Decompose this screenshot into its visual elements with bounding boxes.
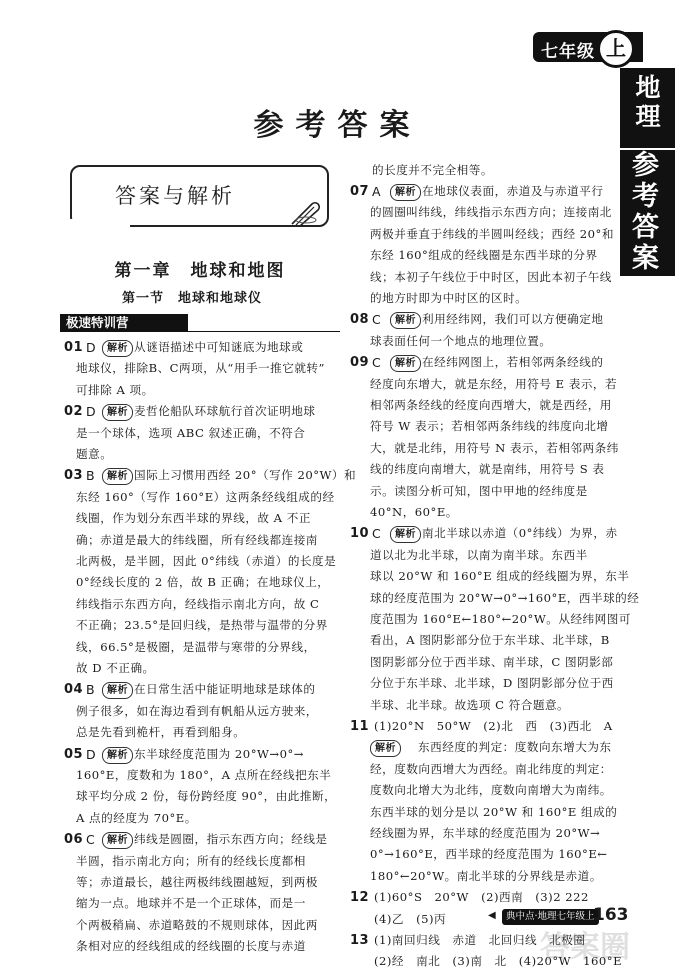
footer-badge: 典中点·地理七年级上 bbox=[502, 909, 599, 925]
answer-line: (4)乙 (5)丙 bbox=[374, 911, 447, 926]
drill-rule bbox=[60, 331, 340, 332]
answer-line: 40°N，60°E。 bbox=[370, 504, 458, 519]
answer-line: 确；赤道是最大的纬线圈，所有经线都连接南 bbox=[76, 532, 318, 547]
analysis-tag: 解析 bbox=[390, 355, 421, 372]
answer-line: 在日常生活中能证明地球是球体的 bbox=[134, 682, 316, 697]
answer-line: 可排除 A 项。 bbox=[76, 382, 154, 397]
answer-letter: B bbox=[86, 682, 96, 698]
answer-item bbox=[350, 181, 614, 309]
answer-line: 度数向北增大为北纬，度数向南增大为南纬。 bbox=[370, 783, 612, 798]
answer-line: 麦哲伦船队环球航行首次证明地球 bbox=[134, 404, 316, 419]
analysis-tag: 解析 bbox=[102, 682, 133, 699]
answer-line: 线；本初子午线位于中时区，因此本初子午线 bbox=[370, 269, 612, 284]
analysis-tag: 解析 bbox=[370, 740, 401, 757]
page-number: 163 bbox=[593, 905, 629, 925]
answer-line: A 点的经度为 70°E。 bbox=[76, 810, 197, 825]
answer-item bbox=[64, 679, 318, 743]
answer-item bbox=[350, 309, 603, 352]
answer-line: 等；赤道最长，越往两极纬线圈越短，到两极 bbox=[76, 874, 318, 889]
answer-letter: A bbox=[372, 184, 382, 199]
answer-line: 东半球经度范围为 20°W→0°→ bbox=[134, 746, 305, 761]
drill-label: 极速特训营 bbox=[60, 314, 188, 332]
answer-line: 球表面任何一个地点的地理位置。 bbox=[370, 333, 552, 348]
question-number: 09 bbox=[350, 355, 370, 371]
continued-line: 的长度并不完全相等。 bbox=[372, 163, 493, 177]
answer-line: 缩为一点。地球并不是一个正球体，而是一 bbox=[76, 896, 306, 911]
analysis-tag: 解析 bbox=[102, 747, 133, 764]
answer-letter: D bbox=[86, 404, 97, 420]
answer-line: 经线圈为界，东半球的经度范围为 20°W→ bbox=[370, 825, 601, 840]
answer-line: 例子很多，如在海边看到有帆船从远方驶来， bbox=[76, 703, 318, 718]
answer-line: 南北半球以赤道（0°纬线）为界，赤 bbox=[422, 526, 618, 541]
answer-line: 160°E，度数和为 180°，A 点所在经线把东半 bbox=[76, 767, 332, 782]
question-number: 05 bbox=[64, 746, 84, 762]
answer-line: 半球、北半球。故选项 C 符合题意。 bbox=[370, 697, 570, 712]
answer-line: 纬线是圆圈，指示东西方向；经线是 bbox=[134, 832, 328, 847]
answer-line: 0°经线长度的 2 倍，故 B 正确；在地球仪上， bbox=[76, 575, 330, 590]
answer-line: 经度向东增大，就是东经，用符号 E 表示，若 bbox=[370, 376, 618, 391]
answer-line: 图阴影部分位于西半球、南半球，C 图阴影部 bbox=[370, 654, 614, 669]
analysis-tag: 解析 bbox=[390, 526, 421, 543]
answer-item bbox=[350, 352, 619, 523]
answer-line: 在经纬网图上，若相邻两条经线的 bbox=[422, 355, 604, 370]
answer-item bbox=[64, 829, 328, 957]
answer-line: 度范围为 160°E←180°←20°W。从经纬网图可 bbox=[370, 611, 631, 626]
subject-label: 地理 bbox=[632, 74, 661, 132]
answer-item bbox=[350, 737, 617, 887]
question-number: 01 bbox=[64, 340, 84, 355]
answer-line: 是一个球体，选项 ABC 叙述正确，不符合 bbox=[76, 425, 306, 440]
analysis-tag: 解析 bbox=[102, 832, 133, 849]
paperclip-icon bbox=[288, 198, 322, 228]
answer-line: 大，就是北纬，用符号 N 表示，若相邻两条纬 bbox=[370, 440, 619, 455]
answer-line: 线圈，作为划分东西半球的界线，故 A 不正 bbox=[76, 511, 311, 526]
answer-item bbox=[64, 744, 336, 830]
answer-line: 地球仪，排除B、C两项，从“用手一推它就转” bbox=[76, 361, 325, 376]
question-number: 13 bbox=[350, 933, 370, 948]
answer-letter: C bbox=[372, 312, 382, 328]
question-number: 04 bbox=[64, 682, 84, 698]
answer-line: 0°→160°E，西半球的经度范围为 160°E← bbox=[370, 847, 608, 862]
answer-line: 国际上习惯用西经 20°（写作 20°W）和 bbox=[134, 468, 357, 483]
question-number: 11 bbox=[350, 719, 370, 734]
answer-item bbox=[350, 716, 613, 737]
answer-item bbox=[350, 523, 639, 716]
grade-tab bbox=[533, 32, 643, 62]
answer-line: 东西半球的划分是以 20°W 和 160°E 组成的 bbox=[370, 804, 618, 819]
answer-line: 分位于东半球、北半球，D 图阴影部分位于西 bbox=[370, 676, 614, 691]
answer-line: 个两极稍扁、赤道略鼓的不规则球体，因此两 bbox=[76, 917, 318, 932]
answer-line: 看出，A 图阴影部分位于东半球、北半球，B bbox=[370, 633, 610, 648]
answer-item bbox=[64, 465, 356, 679]
answer-line: 相邻两条经线的经度向西增大，就是西经，用 bbox=[370, 397, 612, 412]
answer-line: 东西经度的判定：度数向东增大为东 bbox=[418, 740, 612, 755]
answer-line: 的圆圈叫纬线，纬线指示东西方向；连接南北 bbox=[370, 205, 612, 220]
banner-title: 答案与解析 bbox=[115, 184, 235, 208]
answer-line: (2)经 南北 (3)南 北 (4)20°W 160°E bbox=[374, 954, 623, 969]
answer-letter: C bbox=[372, 526, 382, 542]
answer-line: 东经 160°组成的经线圈是东西半球的分界 bbox=[370, 248, 598, 263]
answer-line: 球的经度范围为 20°W→0°→160°E，西半球的经 bbox=[370, 590, 640, 605]
section-label: 参考答案 bbox=[627, 150, 658, 274]
answer-line: 球以 20°W 和 160°E 组成的经线圈为界，东半 bbox=[370, 569, 630, 584]
answer-letter: D bbox=[86, 746, 97, 762]
chapter-heading: 第一章 地球和地图 bbox=[114, 261, 286, 281]
question-number: 08 bbox=[350, 312, 370, 328]
answer-letter: D bbox=[86, 340, 97, 355]
answer-line: 的地方时即为中时区的区时。 bbox=[370, 290, 528, 305]
answer-line: 纬线指示东西方向，经线指示南北方向，故 C bbox=[76, 596, 320, 611]
section-heading: 第一节 地球和地球仪 bbox=[122, 291, 263, 306]
answer-line: 条相对应的经线组成的经线圈的长度与赤道 bbox=[76, 939, 306, 954]
analysis-tag: 解析 bbox=[102, 404, 133, 421]
analysis-tag: 解析 bbox=[390, 312, 421, 329]
question-number: 07 bbox=[350, 184, 370, 199]
answer-line: 北两极，是半圆，因此 0°纬线（赤道）的长度是 bbox=[76, 553, 337, 568]
grade-label: 七年级 bbox=[541, 42, 595, 62]
answer-line: 半圆，指示南北方向；所有的经线长度都相 bbox=[76, 853, 306, 868]
answer-line: 线的纬度向南增大，就是南纬，用符号 S 表 bbox=[370, 462, 605, 477]
side-divider bbox=[620, 148, 675, 150]
answer-item bbox=[64, 337, 325, 401]
analysis-tag: 解析 bbox=[102, 468, 133, 485]
answer-line: 两极并垂直于纬线的半圆叫经线；西经 20°和 bbox=[370, 226, 614, 241]
answer-line: 符号 W 表示；若相邻两条纬线的纬度向北增 bbox=[370, 419, 609, 434]
question-number: 03 bbox=[64, 468, 84, 484]
answer-letter: B bbox=[86, 468, 96, 484]
answer-line: 线，66.5°是极圈，是温带与寒带的分界线， bbox=[76, 639, 316, 654]
question-number: 02 bbox=[64, 404, 84, 420]
question-number: 12 bbox=[350, 890, 370, 906]
answer-line: 道以北为北半球，以南为南半球。东西半 bbox=[370, 547, 588, 562]
page-title: 参考答案 bbox=[253, 108, 422, 143]
answer-line: 示。读图分析可知，图中甲地的经纬度是 bbox=[370, 483, 588, 498]
question-number: 10 bbox=[350, 526, 370, 542]
answer-line: 故 D 不正确。 bbox=[76, 660, 155, 675]
answer-letter: C bbox=[372, 355, 382, 371]
answer-line: (1)60°S 20°W (2)西南 (3)2 222 bbox=[374, 890, 589, 905]
answer-line: (1)20°N 50°W (2)北 西 (3)西北 A bbox=[374, 719, 613, 733]
answer-line: 利用经纬网，我们可以方便确定地 bbox=[422, 312, 604, 327]
answer-line: (1)南回归线 赤道 北回归线 北极圈 bbox=[374, 933, 586, 947]
answer-line: 不正确；23.5°是回归线，是热带与温带的分界 bbox=[76, 618, 328, 633]
answer-line: 经，度数向西增大为西经。南北纬度的判定： bbox=[370, 761, 612, 776]
analysis-tag: 解析 bbox=[390, 184, 421, 201]
question-number: 06 bbox=[64, 832, 84, 848]
answer-line: 东经 160°（写作 160°E）这两条经线组成的经 bbox=[76, 489, 335, 504]
answer-line: 从谜语描述中可知谜底为地球或 bbox=[134, 340, 304, 354]
continued-text bbox=[372, 160, 493, 181]
answer-line: 180°←20°W。南北半球的分界线是赤道。 bbox=[370, 868, 602, 883]
volume-circle: 上 bbox=[597, 30, 635, 68]
answer-line: 球平均分成 2 份，每份跨经度 90°，由此推断， bbox=[76, 789, 337, 804]
answer-line: 在地球仪表面，赤道及与赤道平行 bbox=[422, 184, 604, 198]
watermark-logo: 答案圈 bbox=[540, 930, 630, 965]
footer-arrow-icon: ◀ bbox=[488, 910, 496, 921]
answer-line: 题意。 bbox=[76, 446, 113, 461]
analysis-tag: 解析 bbox=[102, 340, 133, 357]
answer-line: 总是先看到桅杆，再看到船身。 bbox=[76, 725, 246, 740]
answer-item bbox=[64, 401, 315, 465]
answer-letter: C bbox=[86, 832, 96, 848]
